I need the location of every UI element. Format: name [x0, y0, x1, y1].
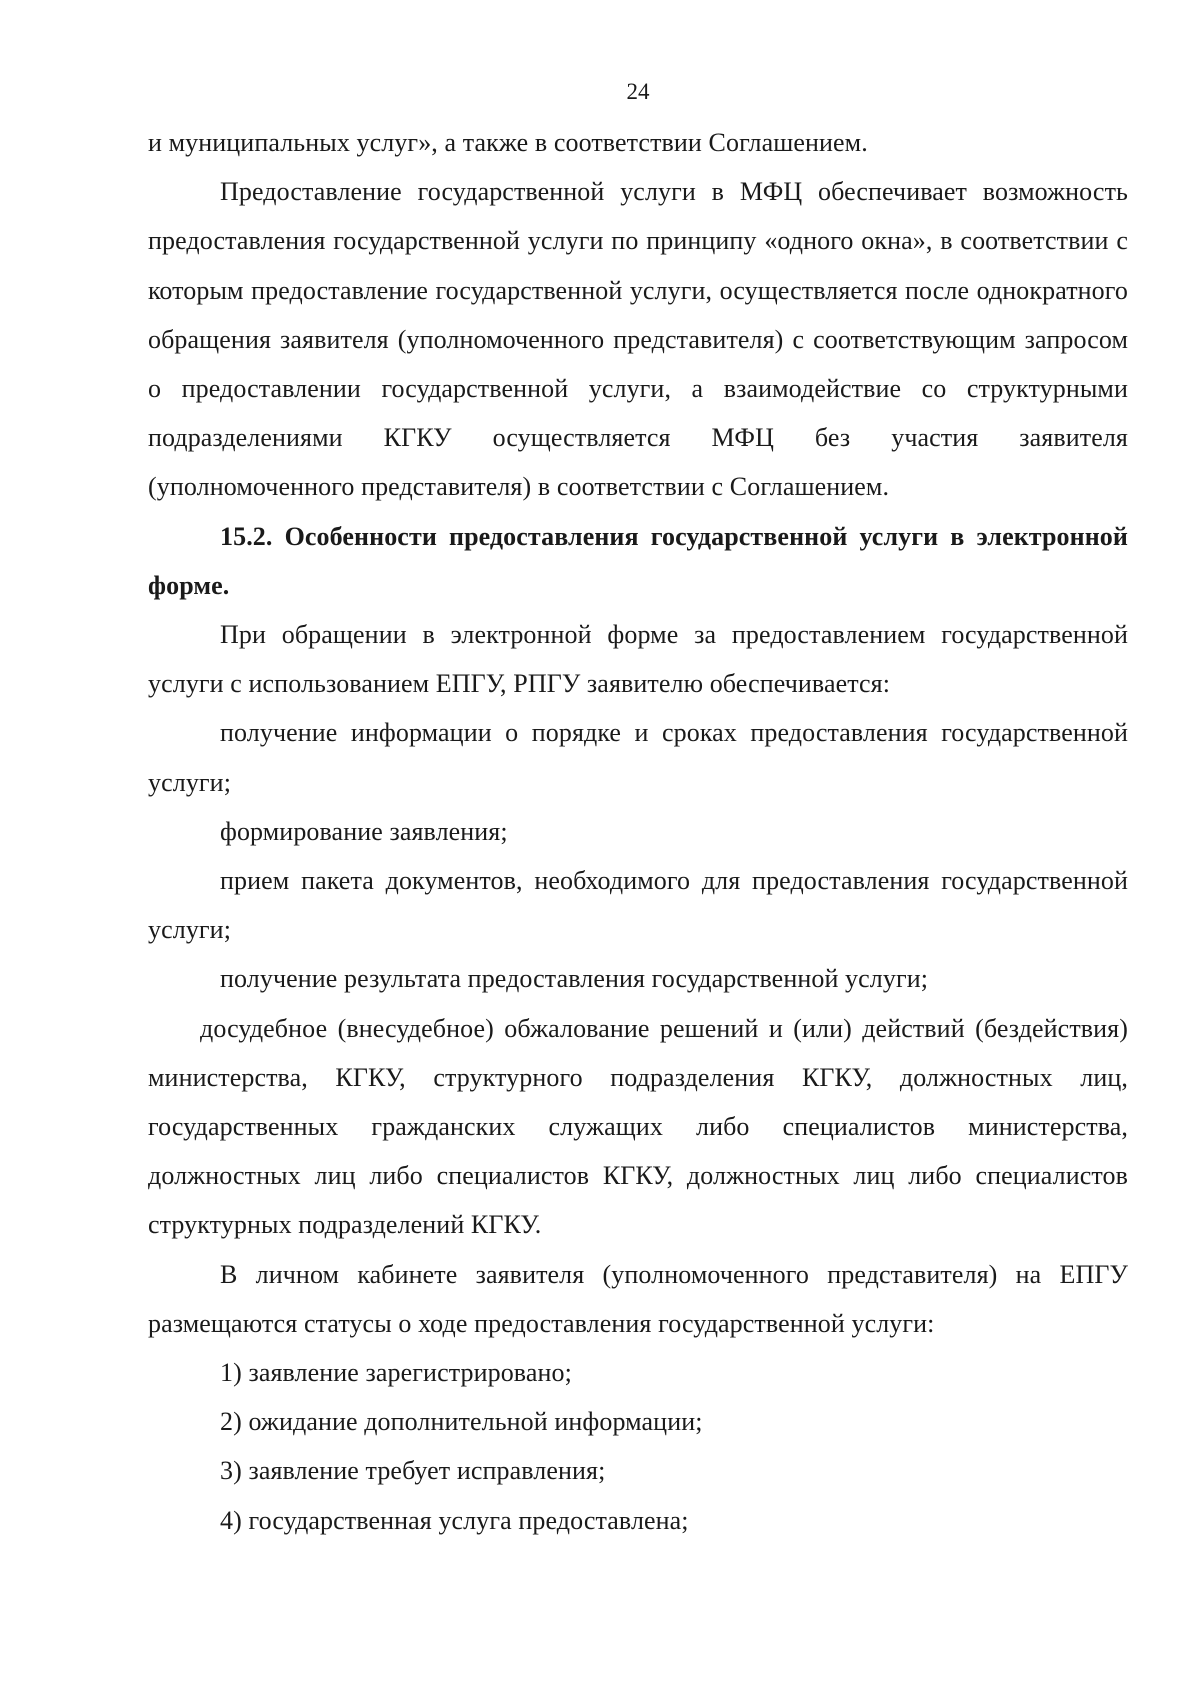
list-item-information: получение информации о порядке и сроках предоставления государственной услуги; — [148, 718, 1128, 797]
page-number: 24 — [626, 79, 650, 104]
list-item-application-forming: формирование заявления; — [220, 816, 508, 846]
status-item-2: 2) ожидание дополнительной информации; — [220, 1407, 703, 1437]
document-body — [148, 118, 1128, 1545]
list-item-documents: прием пакета документов, необходимого для предоставления государственной услуги; — [148, 866, 1128, 945]
status-item-1: 1) заявление зарегистрировано; — [220, 1358, 572, 1388]
list-item-appeal: досудебное (внесудебное) обжалование решений и (или) действий (бездействия) министерства, КГКУ, структурного подразделения КГКУ, должностных лиц, государственных гражданских служащих либо специалистов министерства, должностных лиц либо специалистов КГКУ, должностных лиц либо специалистов структурных подразделений КГКУ. — [148, 1013, 1128, 1240]
paragraph-personal-account: В личном кабинете заявителя (уполномоченного представителя) на ЕПГУ размещаются статусы о ходе предоставления государственной услуги: — [148, 1259, 1128, 1338]
paragraph-mfc: Предоставление государственной услуги в МФЦ обеспечивает возможность предоставления государственной услуги по принципу «одного окна», в соответствии с которым предоставление государственной услуги, осуществляется после однократного обращения заявителя (уполномоченного представителя) с соответствующим запросом о предоставлении государственной услуги, а взаимодействие со структурными подразделениями КГКУ осуществляется МФЦ без участия заявителя (уполномоченного представителя) в соответствии с Соглашением. — [148, 177, 1128, 502]
paragraph-electronic-intro: При обращении в электронной форме за предоставлением государственной услуги с использованием ЕПГУ, РПГУ заявителю обеспечивается: — [148, 620, 1128, 699]
section-heading: 15.2. Особенности предоставления государственной услуги в электронной форме. — [148, 521, 1128, 600]
status-item-4: 4) государственная услуга предоставлена; — [220, 1505, 689, 1535]
list-item-result: получение результата предоставления государственной услуги; — [220, 964, 929, 994]
status-item-3: 3) заявление требует исправления; — [220, 1456, 606, 1486]
paragraph-continuation: и муниципальных услуг», а также в соответствии Соглашением. — [148, 128, 868, 157]
